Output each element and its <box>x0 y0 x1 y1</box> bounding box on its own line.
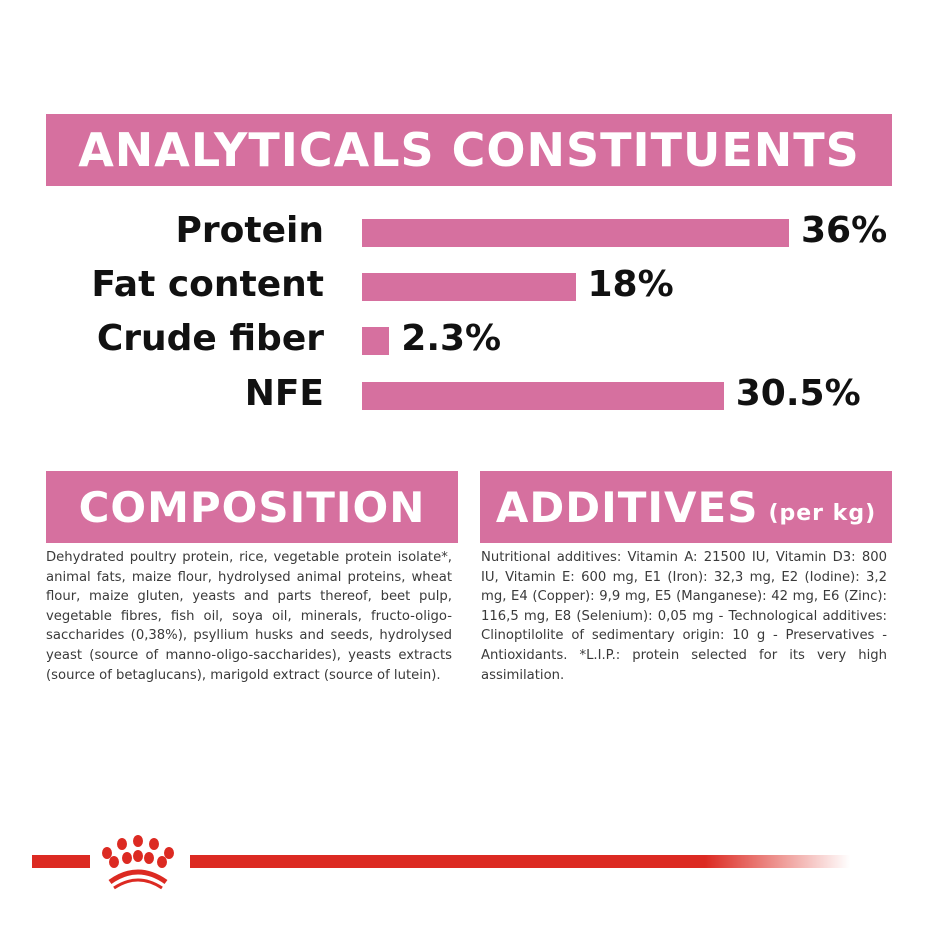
additives-text: Nutritional additives: Vitamin A: 21500 IU, Vitamin D3: 800 IU, Vitamin E: 600 mg, E1 (Iron): 32,3 mg, E2 (Iodine): 3,2 mg, E4 (Copper): 9,9 mg, E5 (Manganese): 42 mg, E6 (Zinc): 116,5 mg, E8 (Selenium): 0,05 mg - Technological additives: Clinoptilolite of sedimentary origin: 10 g - Preservatives - Antioxidants. *L.I.P.: protein selected for its very high assimilation. <box>481 550 887 683</box>
composition-banner <box>46 471 458 543</box>
bar <box>362 327 389 355</box>
composition-text: Dehydrated poultry protein, rice, vegetable protein isolate*, animal fats, maize flour, hydrolysed animal proteins, wheat flour, maize gluten, yeasts and parts thereof, beet pulp, vegetable fibres, fish oil, soya oil, minerals, fructo-oligo- saccharides (0,38%), psyllium husks and seeds, hydrolysed yeast (source of manno-oligo-saccharides), yeasts extracts (source of betaglucans), marigold extract (source of lutein). <box>46 550 452 683</box>
bar <box>362 382 724 410</box>
section-title: ANALYTICALS CONSTITUENTS <box>78 123 860 177</box>
value-label: 18% <box>587 264 674 305</box>
category-label: Crude fiber <box>96 318 324 359</box>
composition-title: COMPOSITION <box>78 482 426 532</box>
analytical-constituents-banner <box>46 114 892 186</box>
category-label: Fat content <box>91 264 324 305</box>
chart-row <box>0 316 940 366</box>
royal-canin-crown-icon <box>92 832 184 890</box>
value-label: 2.3% <box>401 318 502 359</box>
additives-banner <box>480 471 892 543</box>
value-label: 36% <box>801 210 888 251</box>
chart-row <box>0 208 940 258</box>
additives-title: ADDITIVES <box>495 482 759 532</box>
chart-row <box>0 371 940 421</box>
category-label: NFE <box>244 373 324 414</box>
bar <box>362 219 789 247</box>
additives-unit: (per kg) <box>768 500 877 526</box>
footer-line-right <box>190 855 850 868</box>
chart-row <box>0 262 940 312</box>
category-label: Protein <box>175 210 324 251</box>
footer-line-left <box>32 855 90 868</box>
bar <box>362 273 576 301</box>
value-label: 30.5% <box>735 373 861 414</box>
